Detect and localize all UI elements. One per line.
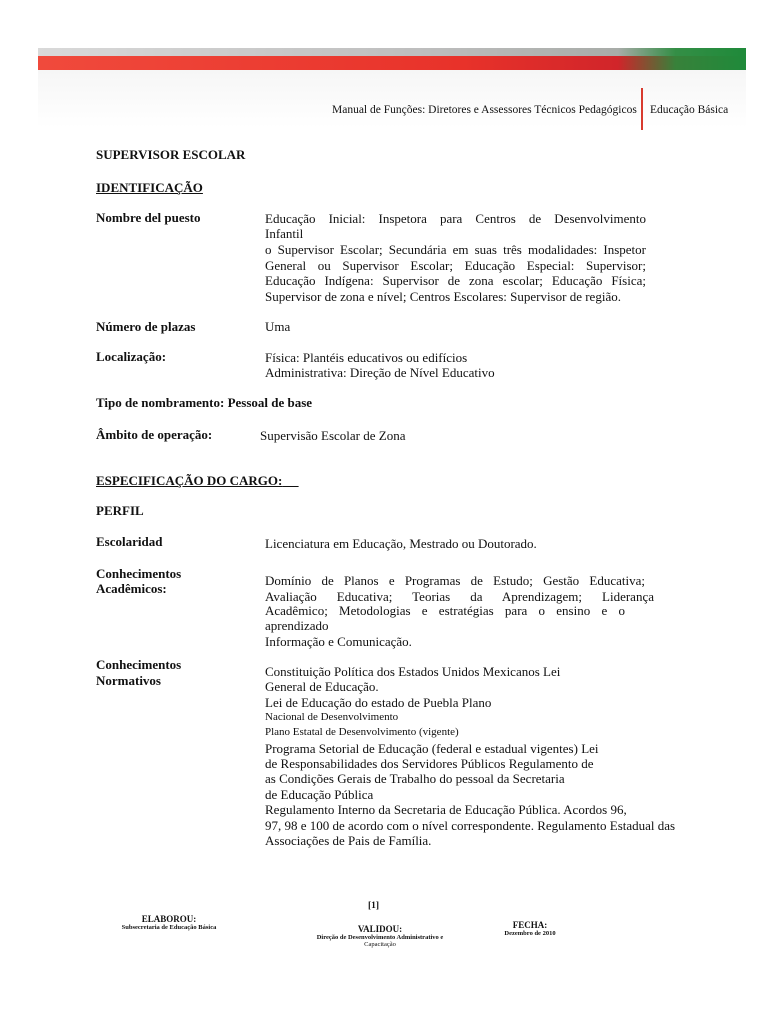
academicos-line: Avaliação Educativa; Teorias da Aprendizagem; Liderança [265, 589, 654, 604]
normativos-line: Constituição Política dos Estados Unidos Mexicanos Lei [265, 664, 561, 679]
validou-value: Direção de Desenvolvimento Administrativo e [316, 934, 444, 941]
nombre-line: Supervisor de zona e nível; Centros Escolares: Supervisor de região. [265, 289, 621, 304]
footer-validou [300, 924, 460, 948]
ambito-value: Supervisão Escolar de Zona [260, 428, 406, 443]
escolaridad-label: Escolaridad [96, 534, 163, 549]
footer-elaborou [104, 914, 234, 931]
normativos-label: Conhecimentos [96, 657, 182, 672]
academicos-line: Domínio de Planos e Programas de Estudo; Gestão Educativa; [265, 573, 645, 588]
page-number: [1] [368, 901, 380, 911]
validou-value: Capacitação [364, 941, 396, 948]
localizacao-label: Localização: [96, 349, 167, 364]
nombre-line: Infantil [265, 226, 304, 241]
fecha-value: Dezembro de 2010 [504, 930, 556, 937]
nombre-line: Educação Indígena: Supervisor de zona escolar; Educação Física; [265, 273, 646, 288]
normativos-line: Plano Estatal de Desenvolvimento (vigente) [265, 726, 459, 738]
normativos-label: Normativos [96, 673, 161, 688]
normativos-line: Nacional de Desenvolvimento [265, 711, 399, 723]
normativos-line: Associações de Pais de Família. [265, 833, 432, 848]
manual-title: Manual de Funções: Diretores e Assessores Técnicos Pedagógicos [332, 104, 637, 116]
banner-green-band [618, 48, 746, 70]
normativos-line: de Educação Pública [265, 787, 374, 802]
nombre-label: Nombre del puesto [96, 210, 201, 225]
fecha-label: FECHA: [512, 920, 548, 930]
elaborou-value: Subsecretaria de Educação Básica [121, 924, 217, 931]
section-title: Educação Básica [650, 104, 729, 116]
nombre-line: General ou Supervisor Escolar; Educação Especial: Supervisor; [265, 258, 646, 273]
ambito-label: Âmbito de operação: [96, 427, 213, 442]
normativos-line: as Condições Gerais de Trabalho do pessoal da Secretaria [265, 771, 565, 786]
perfil-heading: PERFIL [96, 503, 144, 518]
header-banner [38, 48, 746, 128]
localizacao-line: Física: Plantéis educativos ou edifícios [265, 350, 468, 365]
normativos-line: Regulamento Interno da Secretaria de Educação Pública. Acordos 96, [265, 802, 627, 817]
banner-wash [38, 70, 746, 128]
footer-fecha [480, 920, 580, 937]
localizacao-line: Administrativa: Direção de Nível Educativo [265, 365, 495, 380]
page-title: SUPERVISOR ESCOLAR [96, 147, 246, 162]
normativos-line: de Responsabilidades dos Servidores Públicos Regulamento de [265, 756, 594, 771]
academicos-line: aprendizado [265, 618, 329, 633]
normativos-line: General de Educação. [265, 679, 379, 694]
especificacao-heading: ESPECIFICAÇÃO DO CARGO: [96, 473, 283, 488]
normativos-line: 97, 98 e 100 de acordo com o nível correspondente. Regulamento Estadual das [265, 818, 676, 833]
academicos-line: Informação e Comunicação. [265, 634, 412, 649]
tipo-nombramento: Tipo de nombramento: Pessoal de base [96, 395, 313, 410]
normativos-line: Programa Setorial de Educação (federal e estadual vigentes) Lei [265, 741, 599, 756]
validou-label: VALIDOU: [357, 924, 403, 934]
identificacao-heading: IDENTIFICAÇÃO [96, 180, 203, 195]
escolaridad-value: Licenciatura em Educação, Mestrado ou Doutorado. [265, 536, 537, 551]
plazas-label: Número de plazas [96, 319, 196, 334]
academicos-label: Conhecimentos [96, 566, 182, 581]
elaborou-label: ELABOROU: [141, 914, 197, 924]
academicos-label: Acadêmicos: [96, 581, 167, 596]
nombre-line: Educação Inicial: Inspetora para Centros de Desenvolvimento [265, 211, 646, 226]
header-divider [641, 88, 643, 130]
academicos-line: Acadêmico; Metodologias e estratégias para o ensino e o [265, 603, 625, 618]
nombre-line: o Supervisor Escolar; Secundária em suas três modalidades: Inspetor [265, 242, 646, 257]
normativos-line: Lei de Educação do estado de Puebla Plano [265, 695, 492, 710]
plazas-value: Uma [265, 319, 291, 334]
